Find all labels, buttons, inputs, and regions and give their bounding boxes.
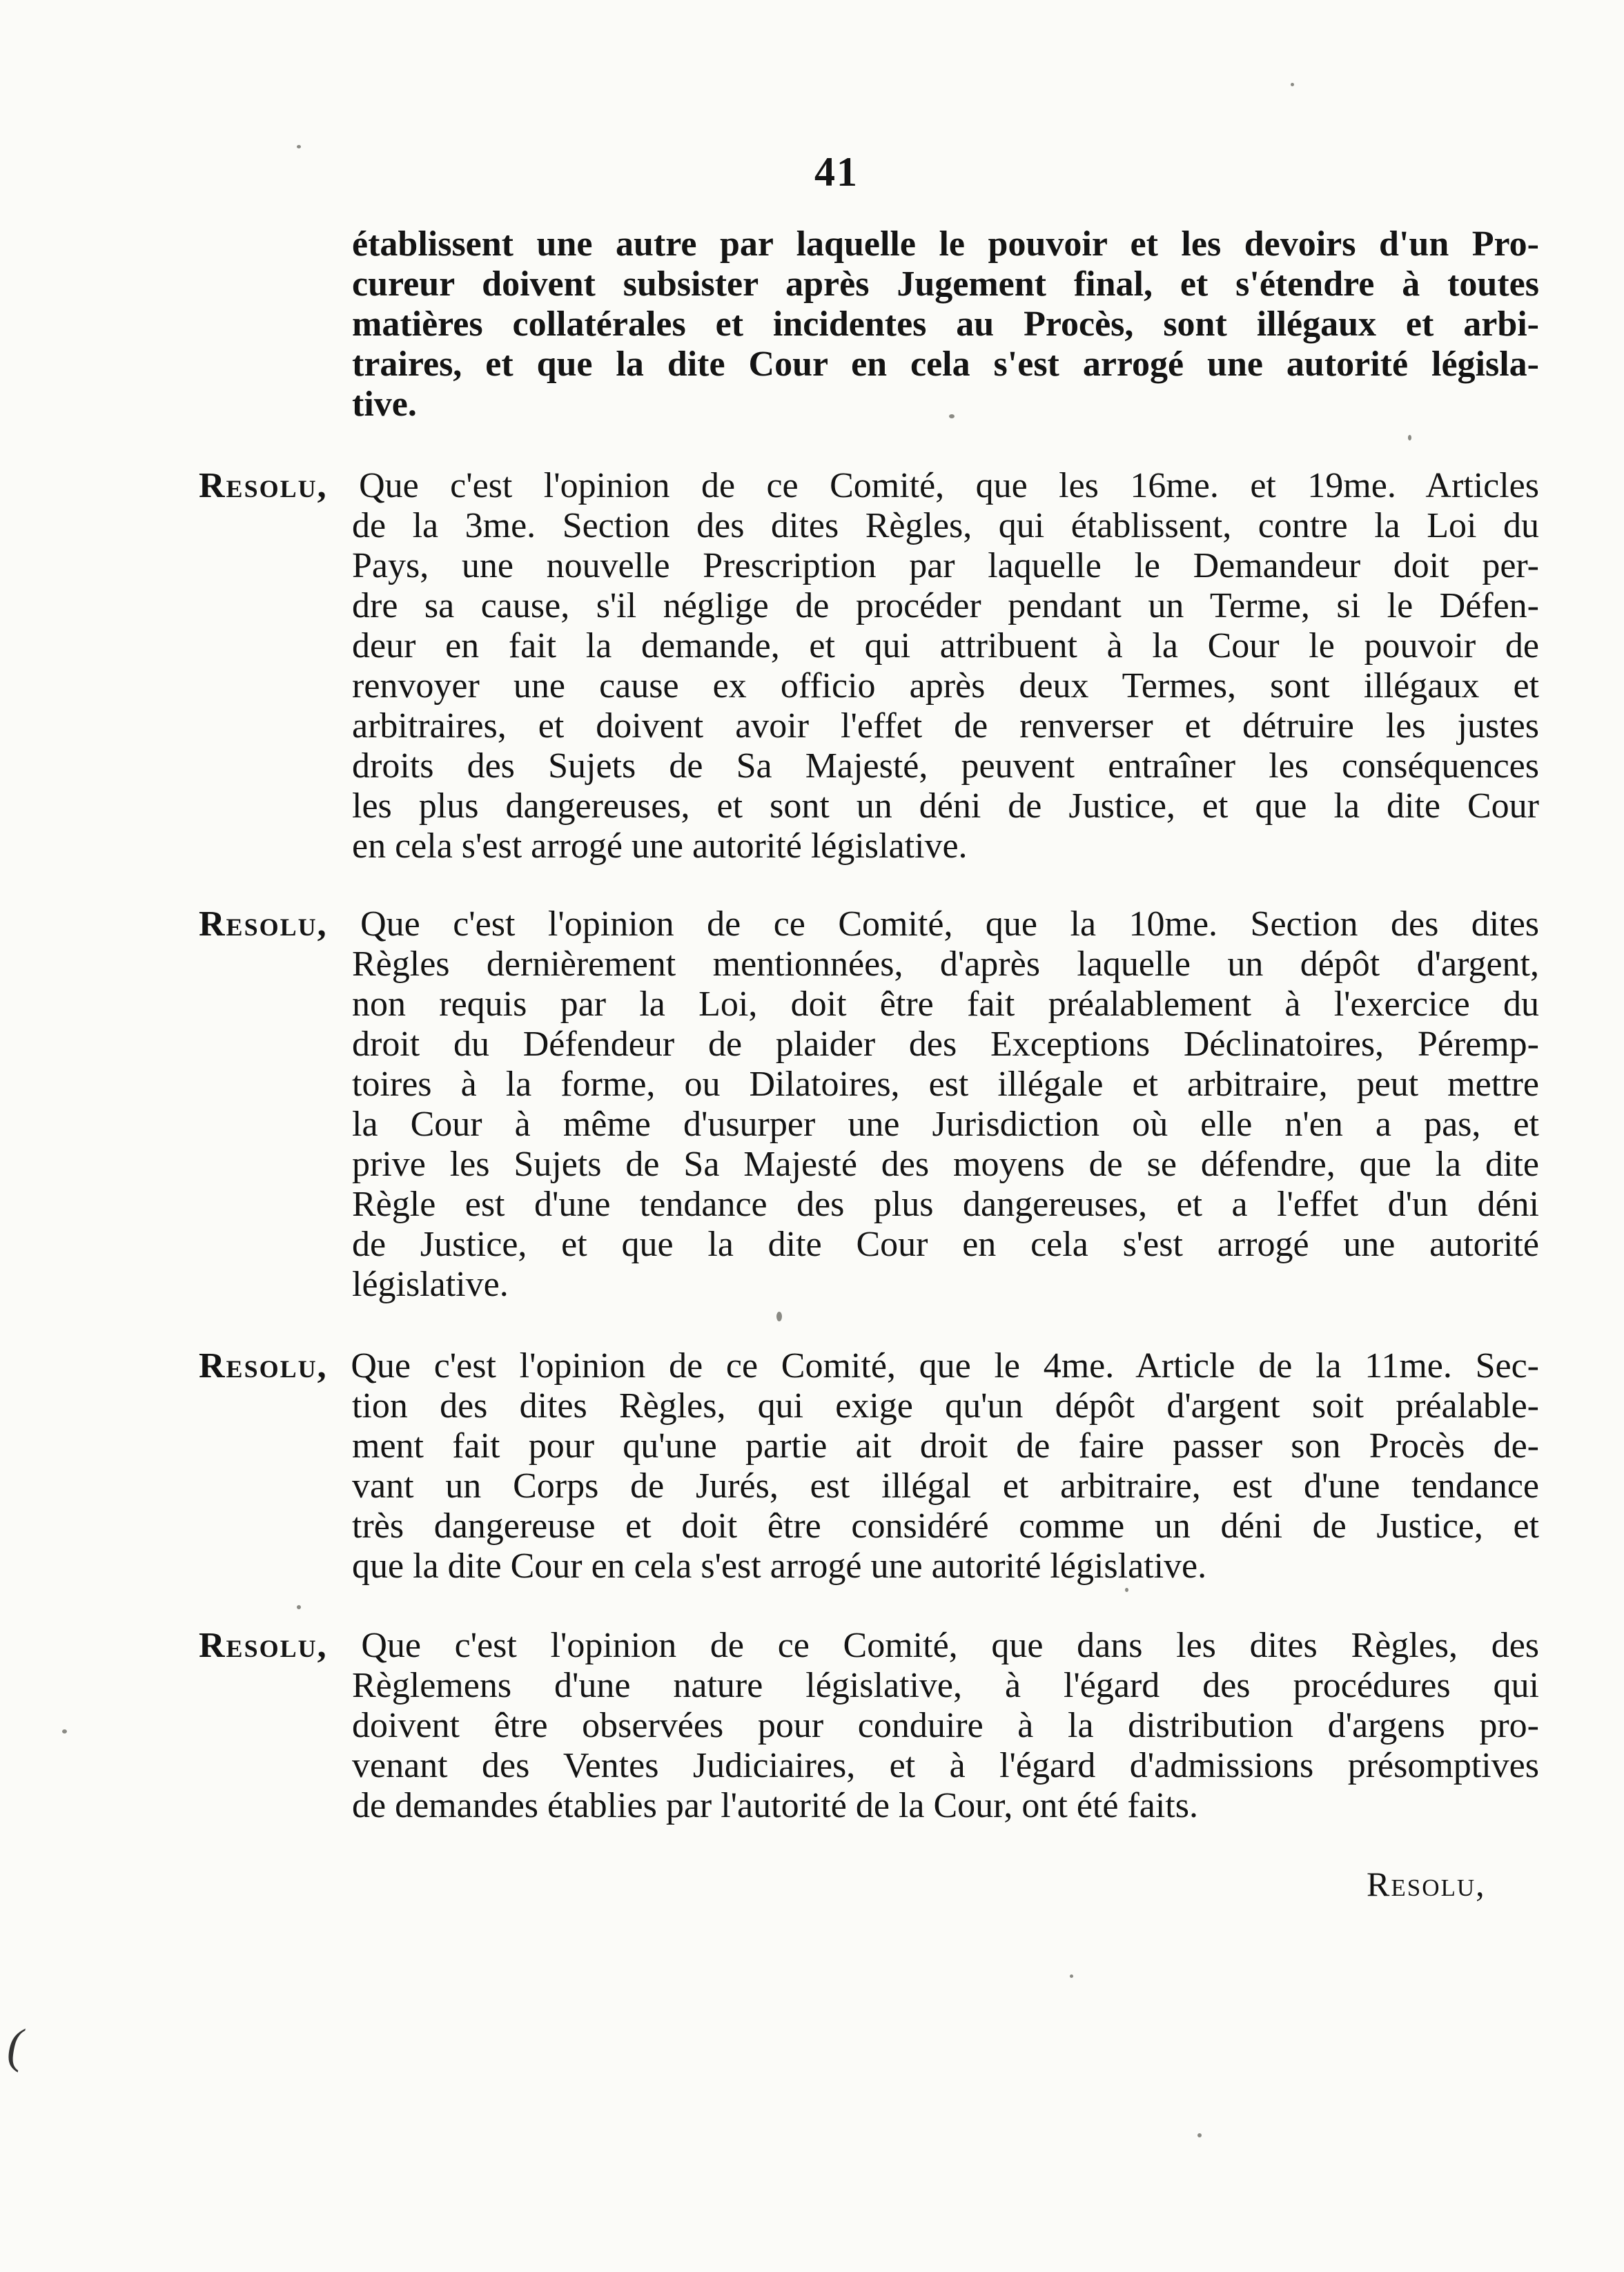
- resolution-line: prive les Sujets de Sa Majesté des moyens de se défendre, que la dite: [352, 1145, 1539, 1184]
- continuation-line: traires, et que la dite Cour en cela s'est arrogé une autorité législa-: [352, 344, 1539, 384]
- resolution-first-line: [199, 466, 1539, 506]
- catchword: Resolu,: [1367, 1865, 1486, 1903]
- resolution-line: tion des dites Règles, qui exige qu'un dépôt d'argent soit préalable-: [352, 1386, 1539, 1426]
- page-number: 41: [814, 149, 859, 195]
- resolution-first-text: Que c'est l'opinion de ce Comité, que dans les dites Règles, des: [361, 1626, 1540, 1665]
- resolu-label: Resolu,: [199, 904, 328, 944]
- resolution-line: législative.: [352, 1265, 509, 1304]
- continuation-line: établissent une autre par laquelle le pouvoir et les devoirs d'un Pro-: [352, 224, 1539, 264]
- resolution-line: droit du Défendeur de plaider des Exceptions Déclinatoires, Péremp-: [352, 1025, 1539, 1064]
- paper-speck: [62, 1729, 67, 1734]
- resolution-line: arbitraires, et doivent avoir l'effet de renverser et détruire les justes: [352, 706, 1539, 746]
- resolution-first-text: Que c'est l'opinion de ce Comité, que la 10me. Section des dites: [360, 904, 1540, 944]
- resolution-line: toires à la forme, ou Dilatoires, est illégale et arbitraire, peut mettre: [352, 1065, 1539, 1104]
- resolu-label: Resolu,: [199, 1626, 328, 1665]
- resolution-first-line: [199, 1346, 1539, 1386]
- paper-speck: [1408, 435, 1411, 440]
- paper-speck: [1070, 1974, 1073, 1978]
- resolu-label: Resolu,: [199, 466, 328, 505]
- paper-speck: [297, 145, 301, 148]
- paper-speck: [949, 414, 955, 418]
- resolution-line: la Cour à même d'usurper une Jurisdiction où elle n'en a pas, et: [352, 1105, 1539, 1144]
- continuation-line: matières collatérales et incidentes au Procès, sont illégaux et arbi-: [352, 304, 1539, 344]
- resolution-line: droits des Sujets de Sa Majesté, peuvent entraîner les conséquences: [352, 746, 1539, 786]
- paper-speck: [297, 1605, 301, 1609]
- paper-speck: [1197, 2133, 1202, 2137]
- continuation-line: tive.: [352, 385, 417, 424]
- resolution-line: en cela s'est arrogé une autorité législative.: [352, 826, 968, 866]
- resolution-line: très dangereuse et doit être considéré comme un déni de Justice, et: [352, 1506, 1539, 1546]
- resolution-line: renvoyer une cause ex officio après deux Termes, sont illégaux et: [352, 666, 1539, 706]
- paper-speck: [1291, 83, 1294, 86]
- stray-ink-mark: (: [7, 2020, 23, 2073]
- resolution-line: les plus dangereuses, et sont un déni de Justice, et que la dite Cour: [352, 786, 1539, 826]
- resolution-first-text: Que c'est l'opinion de ce Comité, que le 4me. Article de la 11me. Sec-: [351, 1346, 1540, 1386]
- resolution-first-line: [199, 904, 1539, 944]
- resolution-line: ment fait pour qu'une partie ait droit de faire passer son Procès de-: [352, 1426, 1539, 1466]
- resolution-first-text: Que c'est l'opinion de ce Comité, que les 16me. et 19me. Articles: [359, 466, 1539, 505]
- paper-speck: [1125, 1588, 1128, 1592]
- resolution-line: Pays, une nouvelle Prescription par laquelle le Demandeur doit per-: [352, 546, 1539, 585]
- resolution-line: dre sa cause, s'il néglige de procéder pendant un Terme, si le Défen-: [352, 586, 1539, 625]
- resolution-line: deur en fait la demande, et qui attribuent à la Cour le pouvoir de: [352, 626, 1539, 666]
- resolution-line: de la 3me. Section des dites Règles, qui établissent, contre la Loi du: [352, 506, 1539, 545]
- resolution-line: venant des Ventes Judiciaires, et à l'égard d'admissions présomptives: [352, 1746, 1539, 1785]
- paper-speck: [776, 1312, 782, 1321]
- resolution-line: Règlemens d'une nature législative, à l'égard des procédures qui: [352, 1666, 1539, 1705]
- resolution-line: non requis par la Loi, doit être fait préalablement à l'exercice du: [352, 984, 1539, 1024]
- resolution-line: que la dite Cour en cela s'est arrogé une autorité législative.: [352, 1546, 1207, 1586]
- resolution-line: de Justice, et que la dite Cour en cela s'est arrogé une autorité: [352, 1225, 1539, 1264]
- resolu-label: Resolu,: [199, 1346, 328, 1386]
- resolution-line: Règles dernièrement mentionnées, d'après laquelle un dépôt d'argent,: [352, 944, 1539, 984]
- resolution-line: de demandes établies par l'autorité de la Cour, ont été faits.: [352, 1786, 1198, 1825]
- continuation-line: cureur doivent subsister après Jugement final, et s'étendre à toutes: [352, 264, 1539, 304]
- resolution-line: Règle est d'une tendance des plus dangereuses, et a l'effet d'un déni: [352, 1185, 1539, 1224]
- resolution-line: vant un Corps de Jurés, est illégal et arbitraire, est d'une tendance: [352, 1466, 1539, 1506]
- resolution-line: doivent être observées pour conduire à la distribution d'argens pro-: [352, 1706, 1539, 1745]
- resolution-first-line: [199, 1626, 1539, 1666]
